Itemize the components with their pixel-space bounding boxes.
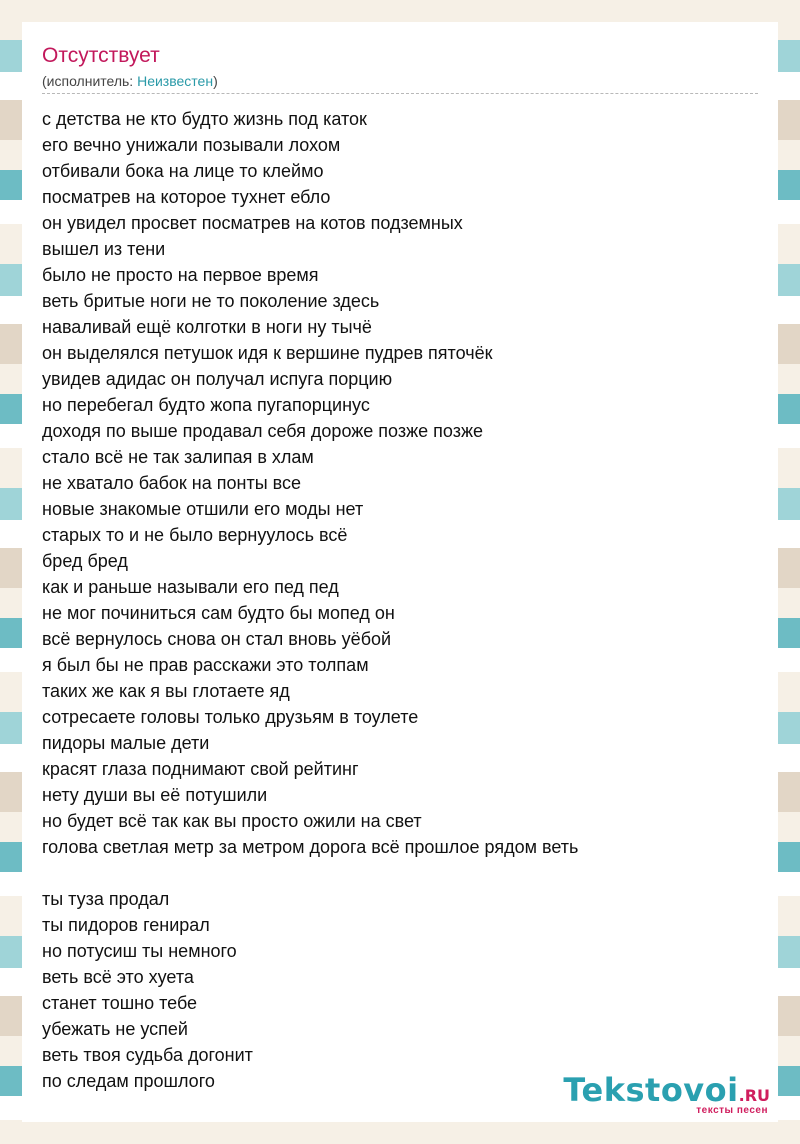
lyric-line: ты пидоров генирал (42, 915, 210, 935)
artist-suffix: ) (213, 73, 218, 89)
lyric-line: веть всё это хуета (42, 967, 194, 987)
lyric-line: но перебегал будто жопа пугапорцинус (42, 395, 370, 415)
lyric-line: но будет всё так как вы просто ожили на свет (42, 811, 422, 831)
lyrics-body (42, 106, 578, 1094)
logo-tld: .RU (738, 1086, 770, 1105)
song-title: Отсутствует (42, 44, 160, 67)
lyric-line: я был бы не прав расскажи это толпам (42, 655, 369, 675)
lyric-line: бред бред (42, 551, 128, 571)
lyric-line: убежать не успей (42, 1019, 188, 1039)
lyric-line: красят глаза поднимают свой рейтинг (42, 759, 359, 779)
logo-brand: Tekstovoi (563, 1071, 739, 1109)
lyric-line: он увидел просвет посматрев на котов подземных (42, 213, 463, 233)
lyric-blank-line (42, 860, 578, 886)
lyric-line: по следам прошлого (42, 1071, 215, 1091)
lyric-line: стало всё не так залипая в хлам (42, 447, 314, 467)
lyric-line: пидоры малые дети (42, 733, 210, 753)
lyric-line: как и раньше называли его пед пед (42, 577, 339, 597)
lyric-line: его вечно унижали позывали лохом (42, 135, 341, 155)
lyric-line: вышел из тени (42, 239, 166, 259)
artist-prefix: (исполнитель: (42, 73, 138, 89)
lyric-line: голова светлая метр за метром дорога всё прошлое рядом веть (42, 837, 579, 857)
lyric-line: он выделялся петушок идя к вершине пудрев пяточёк (42, 343, 493, 363)
lyrics-sheet (22, 22, 778, 1122)
lyric-line: не мог починиться сам будто бы мопед он (42, 603, 395, 623)
lyric-line: новые знакомые отшили его моды нет (42, 499, 364, 519)
lyric-line: веть твоя судьба догонит (42, 1045, 253, 1065)
lyric-line: сотресаете головы только друзьям в тоулете (42, 707, 419, 727)
lyric-line: таких же как я вы глотаете яд (42, 681, 290, 701)
lyric-line: станет тошно тебе (42, 993, 198, 1013)
title-divider (42, 93, 758, 94)
lyric-line: старых то и не было вернуулось всё (42, 525, 348, 545)
site-logo[interactable] (563, 1071, 770, 1116)
lyric-line: ты туза продал (42, 889, 170, 909)
lyric-line: веть бритые ноги не то поколение здесь (42, 291, 380, 311)
artist-line (42, 73, 218, 89)
lyric-line: доходя по выше продавал себя дороже позже позже (42, 421, 484, 441)
lyric-line: отбивали бока на лице то клеймо (42, 161, 324, 181)
lyric-line: всё вернулось снова он стал вновь уёбой (42, 629, 392, 649)
lyric-line: увидев адидас он получал испуга порцию (42, 369, 393, 389)
lyric-line: было не просто на первое время (42, 265, 319, 285)
logo-tagline: тексты песен (696, 1105, 768, 1116)
lyric-line: наваливай ещё колготки в ноги ну тычё (42, 317, 372, 337)
artist-link[interactable]: Неизвестен (137, 73, 214, 89)
lyric-line: посматрев на которое тухнет ебло (42, 187, 331, 207)
lyric-line: но потусиш ты немного (42, 941, 237, 961)
lyric-line: не хватало бабок на понты все (42, 473, 302, 493)
lyric-line: нету души вы её потушили (42, 785, 268, 805)
lyric-line: с детства не кто будто жизнь под каток (42, 109, 367, 129)
